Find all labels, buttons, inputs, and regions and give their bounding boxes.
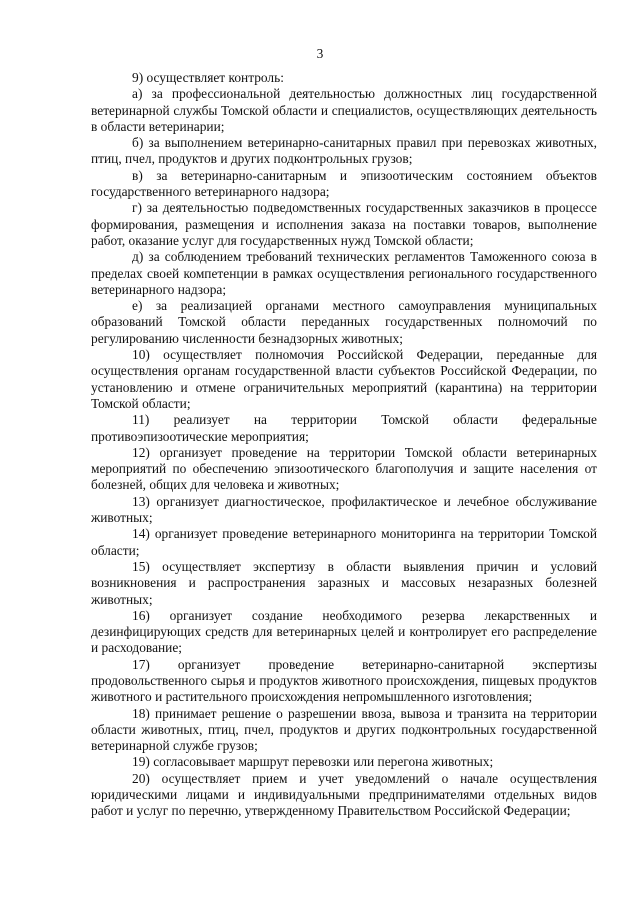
clause-9g: г) за деятельностью подведомственных государственных заказчиков в процессе формирования, размещения и исполнения заказа на поставки товаров, выполнение работ, оказание услуг для государственных нужд Томской области; xyxy=(91,200,597,248)
clause-14: 14) организует проведение ветеринарного мониторинга на территории Томской области; xyxy=(91,526,597,558)
clause-9v: в) за ветеринарно-санитарным и эпизоотическим состоянием объектов государственного ветеринарного надзора; xyxy=(91,167,597,200)
clause-9e: е) за реализацией органами местного самоуправления муниципальных образований Томской области переданных государственных полномочий по регулированию численности безнадзорных животных; xyxy=(91,298,597,346)
clause-9: 9) осуществляет контроль: xyxy=(132,70,284,85)
clause-13: 13) организует диагностическое, профилактическое и лечебное обслуживание животных; xyxy=(91,493,597,526)
document-body xyxy=(91,70,597,820)
clause-15: 15) осуществляет экспертизу в области выявления причин и условий возникновения и распространения заразных и массовых незаразных болезней животных; xyxy=(91,558,597,607)
clause-11: 11) реализует на территории Томской области федеральные противоэпизоотические мероприятия; xyxy=(91,412,597,444)
clause-19: 19) согласовывает маршрут перевозки или перегона животных; xyxy=(132,754,494,770)
clause-9a: а) за профессиональной деятельностью должностных лиц государственной ветеринарной службы Томской области и специалистов, осуществляющих деятельность в области ветеринарии; xyxy=(91,86,597,134)
clause-12: 12) организует проведение на территории Томской области ветеринарных мероприятий по обеспечению эпизоотического благополучия и защите населения от болезней, общих для человека и животных; xyxy=(91,444,597,493)
page-number: 3 xyxy=(316,46,324,61)
clause-20: 20) осуществляет прием и учет уведомлений о начале осуществления юридическими лицами и индивидуальными предпринимателями отдельных видов работ и услуг по перечню, утвержденному Правительством Российской Федерации; xyxy=(91,770,597,819)
clause-18: 18) принимает решение о разрешении ввоза, вывоза и транзита на территории области животных, птиц, пчел, продуктов и других подконтрольных государственной ветеринарной службе грузов; xyxy=(91,705,597,754)
clause-17: 17) организует проведение ветеринарно-санитарной экспертизы продовольственного сырья и продуктов животного происхождения, пищевых продуктов животного и растительного происхождения непромышленного изготовления; xyxy=(91,656,597,705)
clause-16: 16) организует создание необходимого резерва лекарственных и дезинфицирующих средств для ветеринарных целей и контролирует его распределение и расходование; xyxy=(91,607,597,656)
clause-10: 10) осуществляет полномочия Российской Федерации, переданные для осуществления органам государственной власти субъектов Российской Федерации, по установлению и отмене ограничительных мероприятий (карантина) на территории Томской области; xyxy=(91,347,597,411)
clause-9b: б) за выполнением ветеринарно-санитарных правил при перевозках животных, птиц, пчел, продуктов и других подконтрольных грузов; xyxy=(91,135,597,167)
clause-9d: д) за соблюдением требований технических регламентов Таможенного союза в пределах своей компетенции в рамках осуществления регионального государственного ветеринарного надзора; xyxy=(91,249,597,297)
